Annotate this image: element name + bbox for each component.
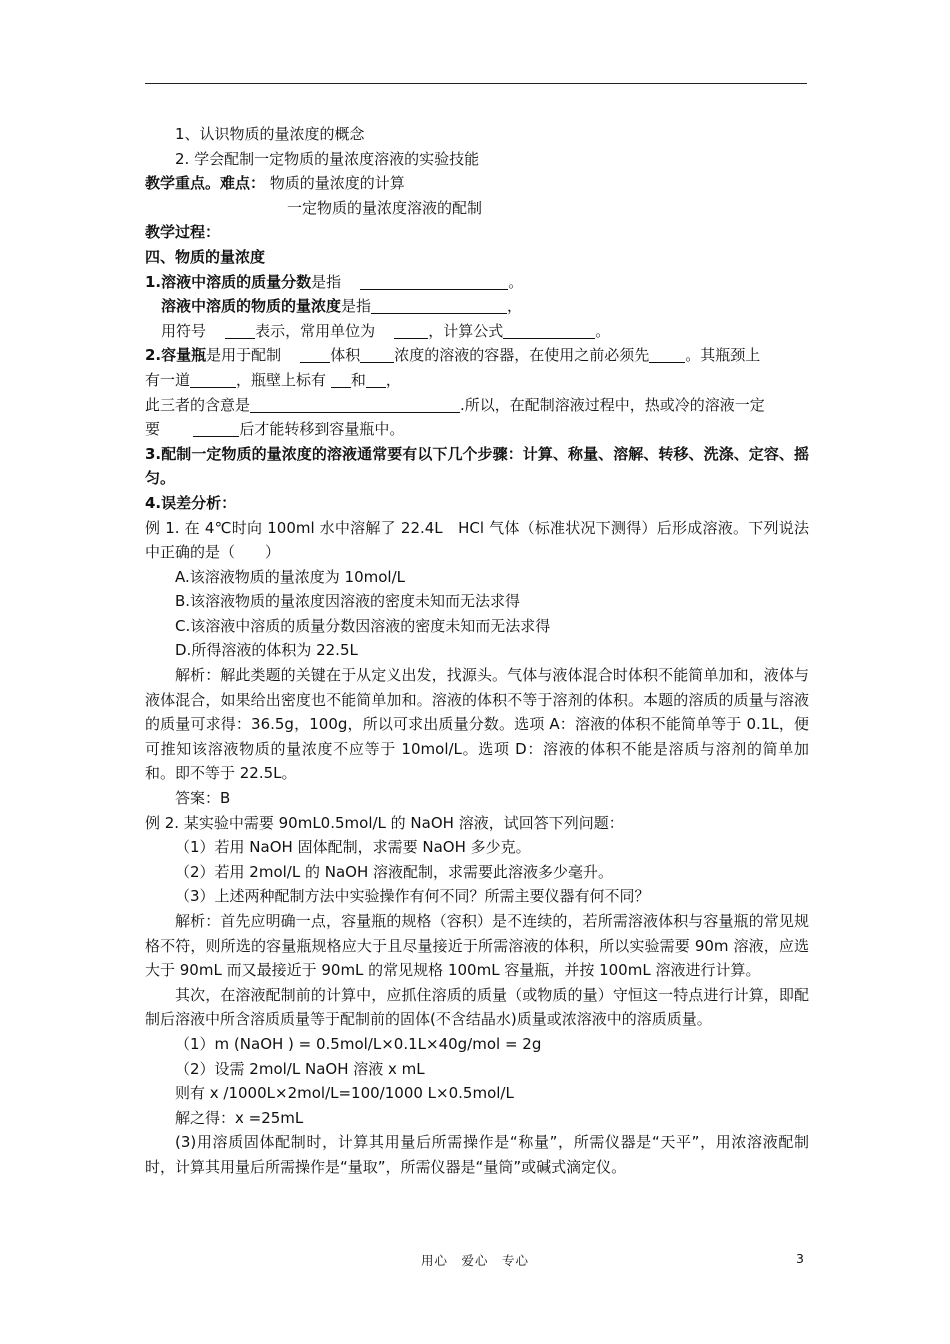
fill-line-5: 有一道 ，瓶壁上标有 和 ，	[145, 370, 401, 389]
header-rule	[145, 83, 807, 84]
blank-9	[190, 373, 236, 388]
fill-line-2: 溶液中溶质的物质的量浓度是指 ，	[161, 297, 523, 316]
key-label: 教学重点。难点：	[145, 174, 266, 193]
document-body	[145, 122, 809, 1180]
fill-line-1: 1.溶液中溶质的质量分数是指 。	[145, 272, 524, 291]
process-title: 教学过程：	[145, 223, 221, 242]
goal-1: 1、认识物质的量浓度的概念	[175, 125, 365, 143]
example-2-sub-2: （2）若用 2mol/L 的 NaOH 溶液配制，求需要此溶液多少毫升。	[175, 862, 614, 881]
key-points	[145, 171, 809, 196]
example-2-analysis-2: 其次，在溶液配制前的计算中，应抓住溶质的质量（或物质的量）守恒这一特点进行计算，即配制后溶液中所含溶质质量等于配制前的固体(不含结晶水)质量或浓溶液中的溶质质量。	[145, 985, 809, 1029]
key-item-2: 一定物质的量浓度溶液的配制	[287, 198, 483, 217]
goal-2: 2. 学会配制一定物质的量浓度溶液的实验技能	[175, 149, 480, 168]
fill-line-7: 要 后才能转移到容量瓶中。	[145, 420, 405, 439]
page-number: 3	[796, 1251, 804, 1266]
blank-6	[300, 348, 330, 363]
blank-13	[193, 422, 239, 437]
example-1-answer: 答案：B	[175, 789, 231, 808]
error-analysis-title: 4.误差分析：	[145, 493, 237, 512]
example-2-solution-5: (3)用溶质固体配制时，计算其用量后所需操作是“称量”，所需仪器是“天平”，用浓溶液配制时，计算其用量后所需操作是“量取”，所需仪器是“量筒”或碱式滴定仪。	[145, 1133, 809, 1176]
example-2-solution-2: （2）设需 2mol/L NaOH 溶液 x mL	[175, 1059, 425, 1078]
example-2-question: 例 2. 某实验中需要 90mL0.5mol/L 的 NaOH 溶液，试回答下列问题：	[145, 813, 624, 832]
example-1-option-c: C.该溶液中溶质的质量分数因溶液的密度未知而无法求得	[175, 616, 551, 635]
example-2-analysis-1: 解析：首先应明确一点，容量瓶的规格（容积）是不连续的，若所需溶液体积与容量瓶的常见规格不符，则所选的容量瓶规格应大于且尽量接近于所需溶液的体积，所以实验需要 90m 溶液，应选大于 90mL 而又最接近于 90mL 的常见规格 100mL 容量瓶，并按 100mL 溶液进行计算。	[145, 912, 809, 980]
example-1-question: 例 1. 在 4℃时向 100ml 水中溶解了 22.4L HCl 气体（标准状况下测得）后形成溶液。下列说法中正确的是（ ）	[145, 518, 809, 562]
example-2-sub-1: （1）若用 NaOH 固体配制，求需要 NaOH 多少克。	[175, 838, 531, 857]
blank-7	[360, 348, 394, 363]
blank-2	[371, 299, 507, 314]
section-4-title: 四、物质的量浓度	[145, 247, 266, 266]
example-1-option-d: D.所得溶液的体积为 22.5L	[175, 641, 358, 660]
blank-11	[366, 373, 386, 388]
blank-3	[225, 324, 255, 339]
fill-line-4: 2.容量瓶是用于配制 体积 浓度的溶液的容器，在使用之前必须先 。其瓶颈上	[145, 346, 761, 365]
key-item-1: 物质的量浓度的计算	[269, 174, 405, 193]
example-1-option-b: B.该溶液物质的量浓度因溶液的密度未知而无法求得	[175, 592, 521, 611]
fill-line-6: 此三者的含意是 .所以，在配制溶液过程中，热或冷的溶液一定	[145, 395, 765, 414]
example-2-solution-4: 解之得：x =25mL	[175, 1108, 304, 1127]
example-1-analysis: 解析：解此类题的关键在于从定义出发，找源头。气体与液体混合时体积不能简单加和，液体与液体混合，如果给出密度也不能简单加和。溶液的体积不等于溶剂的体积。本题的溶质的质量与溶液的质量可求得：36.5g，100g，所以可求出质量分数。选项 A：溶液的体积不能简单等于 0.1L，便可推知该溶液物质的量浓度不应等于 10mol/L。选项 D：溶液的体积不能是溶质与溶剂的简单加和。即不等于 22.5L。	[145, 666, 809, 783]
blank-12	[250, 398, 460, 413]
step-3-paragraph: 3.配制一定物质的量浓度的溶液通常要有以下几个步骤：计算、称量、溶解、转移、洗涤、定容、摇匀。	[145, 444, 809, 488]
footer-motto: 用心 爱心 专心	[420, 1253, 529, 1268]
blank-8	[649, 348, 685, 363]
example-2-solution-1: （1）m (NaOH ) = 0.5mol/L×0.1L×40g/mol = 2g	[175, 1034, 542, 1053]
blank-5	[503, 324, 595, 339]
example-2-sub-3: （3）上述两种配制方法中实验操作有何不同？所需主要仪器有何不同？	[175, 887, 650, 906]
example-1-option-a: A.该溶液物质的量浓度为 10mol/L	[175, 567, 405, 586]
blank-1	[360, 275, 508, 290]
example-2-solution-3: 则有 x /1000L×2mol/L=100/1000 L×0.5mol/L	[175, 1084, 514, 1103]
blank-10	[331, 373, 351, 388]
blank-4	[394, 324, 428, 339]
fill-line-3: 用符号 表示，常用单位为 ，计算公式 。	[161, 321, 611, 340]
